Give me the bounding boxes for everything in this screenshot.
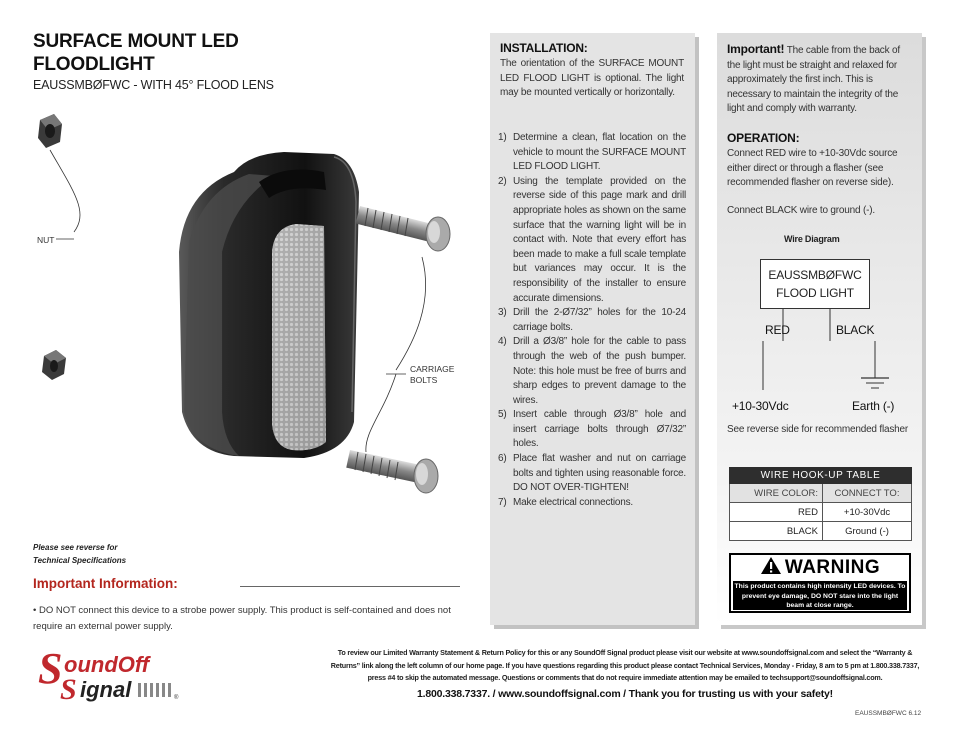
device-box-line-2: FLOOD LIGHT bbox=[776, 286, 854, 300]
column-header-wire-color: WIRE COLOR: bbox=[730, 484, 823, 503]
installation-step bbox=[498, 335, 686, 408]
warning-title-text: WARNING bbox=[784, 557, 881, 578]
wire-diagram-title: Wire Diagram bbox=[784, 234, 840, 244]
step-text: Determine a clean, flat location on the vehicle to mount the SURFACE MOUNT LED FLOOD LIGHT. bbox=[513, 132, 686, 173]
page-title bbox=[33, 30, 283, 76]
warning-body: This product contains high intensity LED devices. To prevent eye damage, DO NOT stare into the light beam at close range. bbox=[734, 583, 906, 609]
carriage-bolts-label bbox=[410, 364, 454, 386]
soundoff-signal-logo bbox=[34, 645, 194, 705]
logo-registered-mark: ® bbox=[174, 695, 179, 701]
step-text: Make electrical connections. bbox=[513, 496, 634, 508]
logo-s-letter: S bbox=[38, 645, 63, 693]
important-notice bbox=[727, 42, 913, 117]
column-header-connect-to: CONNECT TO: bbox=[823, 484, 912, 503]
installation-step bbox=[498, 408, 686, 452]
operation-text-black: Connect BLACK wire to ground (-). bbox=[727, 205, 875, 216]
installation-step bbox=[498, 452, 686, 496]
reverse-note bbox=[33, 541, 126, 567]
step-text: Drill a Ø3/8” hole for the cable to pass through the web of the push bumper. Note: this hole must be free of burrs and sharp edges to prevent damage to the wires. bbox=[513, 336, 686, 406]
installation-step bbox=[498, 306, 686, 335]
title-line-2: FLOODLIGHT bbox=[33, 54, 155, 75]
important-notice-label: Important! bbox=[727, 42, 785, 56]
installation-step bbox=[498, 131, 686, 175]
step-number: 6) bbox=[498, 453, 507, 465]
floodlight-body bbox=[179, 152, 359, 458]
nut-label: NUT bbox=[37, 235, 55, 245]
product-illustration bbox=[34, 112, 494, 502]
contact-line: 1.800.338.7337. / www.soundoffsignal.com / Thank you for trusting us with your safety! bbox=[417, 688, 833, 700]
document-code: EAUSSMBØFWC 6.12 bbox=[855, 710, 922, 717]
step-text: Place flat washer and nut on carriage bolts and tighten using reasonable force. DO NOT OVER-TIGHTEN! bbox=[513, 453, 686, 494]
table-row bbox=[730, 522, 912, 541]
installation-intro: The orientation of the SURFACE MOUNT LED FLOOD LIGHT is optional. The light may be mounted vertically or horizontally. bbox=[500, 58, 684, 99]
important-info-body: • DO NOT connect this device to a strobe power supply. This product is self-contained and does not require an external power supply. bbox=[33, 605, 451, 632]
connect-to-cell: +10-30Vdc bbox=[823, 503, 912, 522]
connect-to-cell: Ground (-) bbox=[823, 522, 912, 541]
wire-diagram-device-box bbox=[760, 259, 870, 309]
important-info-heading: Important Information: bbox=[33, 576, 178, 591]
logo-line-1: oundOff bbox=[64, 652, 150, 677]
warning-title bbox=[733, 556, 907, 578]
step-number: 1) bbox=[498, 132, 507, 143]
wire-black-label: BLACK bbox=[836, 323, 875, 337]
wire-diagram-lines bbox=[727, 300, 917, 410]
step-number: 3) bbox=[498, 307, 507, 319]
step-number: 4) bbox=[498, 336, 507, 348]
important-notice-text: The cable from the back of the light must be straight and relaxed for approximately the first inch. This is necessary to maintain the integrity of the light and comply with warranty. bbox=[727, 45, 900, 115]
wire-color-cell: BLACK bbox=[730, 522, 823, 541]
important-info-rule bbox=[240, 586, 460, 587]
step-number: 2) bbox=[498, 175, 507, 187]
page-subtitle: EAUSSMBØFWC - WITH 45° FLOOD LENS bbox=[33, 78, 274, 92]
flasher-note: See reverse side for recommended flasher bbox=[727, 424, 908, 435]
logo-line-2: ignal bbox=[80, 677, 132, 702]
step-number: 7) bbox=[498, 496, 507, 508]
step-text: Insert cable through Ø3/8” hole and insert carriage bolts through Ø7/32” holes. bbox=[513, 409, 686, 450]
table-row bbox=[730, 503, 912, 522]
warranty-text: To review our Limited Warranty Statement & Return Policy for this or any SoundOff Signal product please visit our website at www.soundoffsignal.com and select the “Warranty & Returns” link along the left column of our home page. If you have questions regarding this product please contact Technical Services, Monday - Friday, 8 am to 5 pm at 1.800.338.7337, press #4 to skip the automated message. Questions or comments that do not require immediate attention may be emailed to techsupport@soundoffsignal.com. bbox=[330, 648, 920, 682]
wire-hookup-table bbox=[729, 467, 912, 541]
operation-text-red: Connect RED wire to +10-30Vdc source either direct or through a flasher (see recommended flasher on reverse side). bbox=[727, 148, 898, 189]
carriage-bolts-label-line-2: BOLTS bbox=[410, 375, 438, 385]
device-box-line-1: EAUSSMBØFWC bbox=[768, 268, 862, 282]
wire-color-cell: RED bbox=[730, 503, 823, 522]
wire-positive-label: +10-30Vdc bbox=[732, 399, 789, 413]
installation-step bbox=[498, 175, 686, 306]
carriage-bolts-label-line-1: CARRIAGE bbox=[410, 364, 455, 374]
installation-step bbox=[498, 496, 686, 511]
installation-steps bbox=[498, 131, 686, 510]
wire-earth-label: Earth (-) bbox=[852, 399, 895, 413]
logo-bars-icon bbox=[138, 683, 171, 697]
hookup-table-title: WIRE HOOK-UP TABLE bbox=[730, 468, 912, 484]
installation-heading: INSTALLATION: bbox=[500, 41, 588, 55]
warning-triangle-icon bbox=[760, 556, 782, 575]
title-line-1: SURFACE MOUNT LED bbox=[33, 31, 239, 52]
wire-red-label: RED bbox=[765, 323, 790, 337]
table-header-row bbox=[730, 484, 912, 503]
logo-s-letter-2: S bbox=[60, 673, 77, 705]
step-text: Using the template provided on the reverse side of this page mark and drill appropriate holes as shown on the same surface that the warning light will be in contact with. Note that every effort has been made to make a full scale template but variances may occur. It is the responsibility of the installer to ensure accurate dimensions. bbox=[513, 175, 686, 304]
step-text: Drill the 2-Ø7/32” holes for the 10-24 carriage bolts. bbox=[513, 307, 686, 333]
reverse-note-line-1: Please see reverse for bbox=[33, 543, 118, 552]
step-number: 5) bbox=[498, 409, 507, 421]
operation-heading: OPERATION: bbox=[727, 131, 800, 145]
reverse-note-line-2: Technical Specifications bbox=[33, 556, 127, 565]
